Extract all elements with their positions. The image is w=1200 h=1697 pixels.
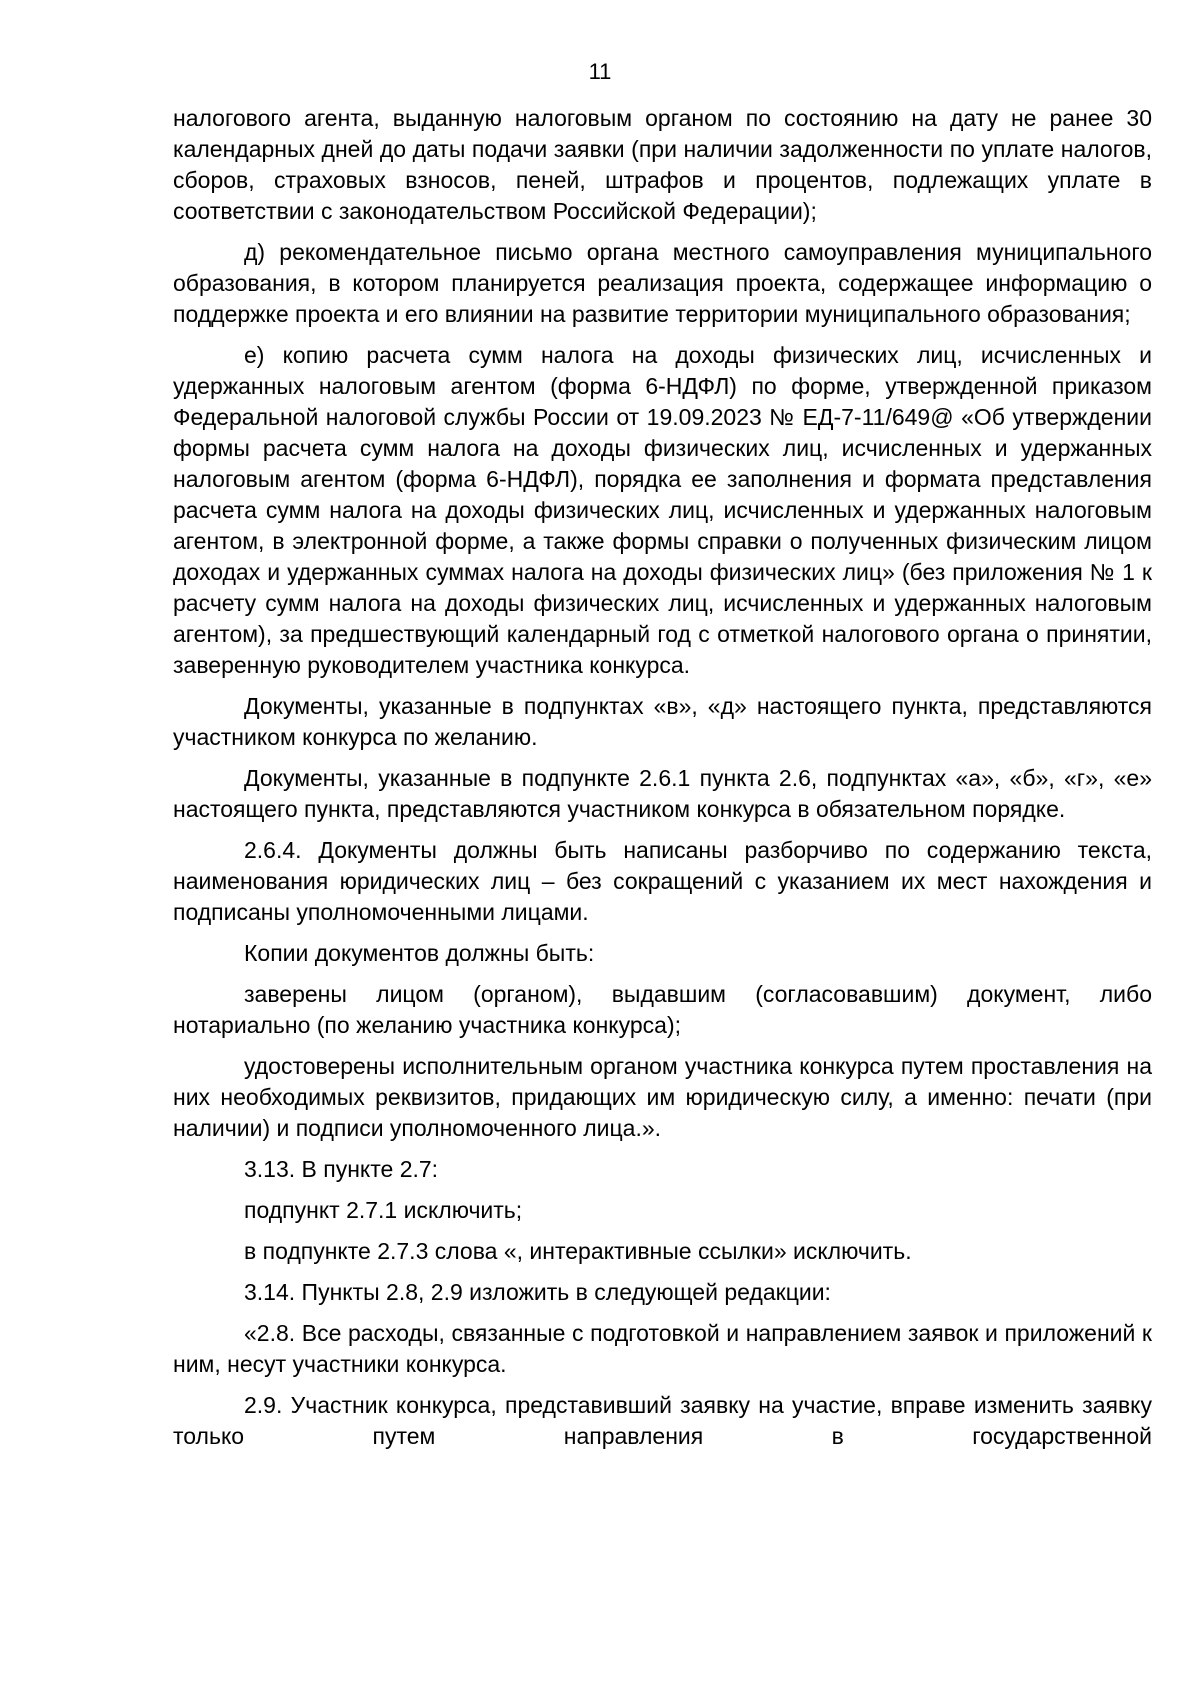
- paragraph-2-6-4: 2.6.4. Документы должны быть написаны разборчиво по содержанию текста, наименования юридических лиц – без сокращений с указанием их мест нахождения и подписаны уполномоченными лицами.: [173, 837, 1152, 925]
- page-number: 11: [588, 59, 612, 84]
- paragraph-tax-agent-continuation: налогового агента, выданную налоговым органом по состоянию на дату не ранее 30 календарных дней до даты подачи заявки (при наличии задолженности по уплате налогов, сборов, страховых взносов, пеней, штрафов и процентов, подлежащих уплате в соответствии с законодательством Российской Федерации);: [173, 105, 1152, 224]
- paragraph-optional-documents: Документы, указанные в подпунктах «в», «д» настоящего пункта, представляются участником конкурса по желанию.: [173, 693, 1152, 750]
- paragraph-2-9: 2.9. Участник конкурса, представивший заявку на участие, вправе изменить заявку только путем направления в государственной: [173, 1392, 1152, 1449]
- paragraph-item-e-6ndfl-copy: е) копию расчета сумм налога на доходы физических лиц, исчисленных и удержанных налоговым агентом (форма 6-НДФЛ) по форме, утвержденной приказом Федеральной налоговой службы России от 19.09.2023 № ЕД-7-11/649@ «Об утверждении формы расчета сумм налога на доходы физических лиц, исчисленных и удержанных налоговым агентом (форма 6-НДФЛ), порядка ее заполнения и формата представления расчета сумм налога на доходы физических лиц, исчисленных и удержанных налоговым агентом, в электронной форме, а также формы справки о полученных физическим лицом доходах и удержанных суммах налога на доходы физических лиц» (без приложения № 1 к расчету сумм налога на доходы физических лиц, исчисленных и удержанных налоговым агентом), за предшествующий календарный год с отметкой налогового органа о принятии, заверенную руководителем участника конкурса.: [173, 342, 1152, 678]
- paragraph-2-8: «2.8. Все расходы, связанные с подготовкой и направлением заявок и приложений к ним, несут участники конкурса.: [173, 1320, 1152, 1377]
- paragraph-item-d-recommendation-letter: д) рекомендательное письмо органа местного самоуправления муниципального образования, в котором планируется реализация проекта, содержащее информацию о поддержке проекта и его влиянии на развитие территории муниципального образования;: [173, 239, 1152, 327]
- document-body: [173, 103, 1152, 1462]
- paragraph-3-14: 3.14. Пункты 2.8, 2.9 изложить в следующей редакции:: [244, 1279, 831, 1305]
- paragraph-copies-attested: удостоверены исполнительным органом участника конкурса путем проставления на них необходимых реквизитов, придающих им юридическую силу, а именно: печати (при наличии) и подписи уполномоченного лица.».: [173, 1053, 1152, 1141]
- paragraph-copies-intro: Копии документов должны быть:: [244, 940, 595, 966]
- paragraph-2-7-3-words-exclude: в подпункте 2.7.3 слова «, интерактивные ссылки» исключить.: [244, 1238, 912, 1264]
- paragraph-2-7-1-exclude: подпункт 2.7.1 исключить;: [244, 1197, 523, 1223]
- paragraph-copies-certified: заверены лицом (органом), выдавшим (согласовавшим) документ, либо нотариально (по желанию участника конкурса);: [173, 981, 1152, 1038]
- paragraph-mandatory-documents: Документы, указанные в подпункте 2.6.1 пункта 2.6, подпунктах «а», «б», «г», «е» настоящего пункта, представляются участником конкурса в обязательном порядке.: [173, 765, 1152, 822]
- paragraph-3-13: 3.13. В пункте 2.7:: [244, 1156, 439, 1182]
